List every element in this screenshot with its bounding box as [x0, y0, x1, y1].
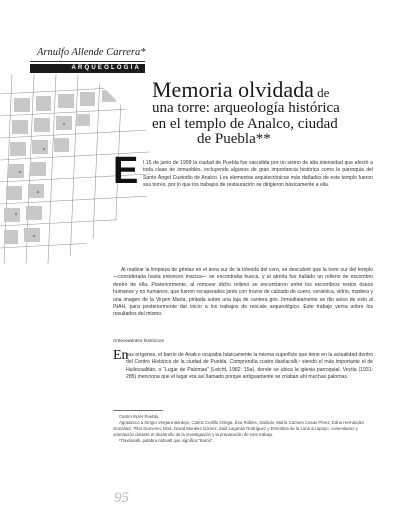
- footnotes: [113, 414, 373, 444]
- title-line-3: en el templo de Analco, ciudad: [152, 115, 338, 132]
- title-line-1: [152, 79, 382, 101]
- title-line-4: de Puebla**: [197, 131, 271, 148]
- author-name: Arnulfo Allende Carrera*: [37, 47, 146, 58]
- drop-cap: E: [113, 150, 139, 192]
- title-line-1-main: Memoria olvidada: [152, 77, 314, 102]
- footnote-rule: [113, 410, 163, 411]
- footnote-3: ¹Tlaxilacalli, palabra náhuatl que significa “barrio”.: [119, 438, 214, 443]
- paragraph-1-lead: [143, 160, 373, 190]
- footnote-2: Agradezco a Sergio Vergara Berdejo, Carlos Cedillo Ortega, Eva Robles, Galindo, María Carmen Casas Pérez, Edna Hernández González, Pilar Domenec Díaz, David Morales Gómez, Zaid Lagunas Rodríguez y Ernestina de la Luna su apoyo, comentarios y orientación durante el desarrollo de la investigación y la preparación de este trabajo.: [113, 420, 365, 437]
- title-line-1-small: de: [313, 85, 330, 100]
- paragraph-1-text: l 15 de junio de 1999 la ciudad de Puebla fue sacudida por un sismo de alta intensidad que afectó a toda clase de inmuebles, incluyendo algunos de gran importancia histórica como la parroquia del Santo Ángel Custodio de Analco. Los elementos arquitectónicos más dañados de este templo fueron sus torres, por lo que los trabajos de restauración se dirigieron básicamente a ella.: [143, 160, 373, 189]
- footnote-1: Centro INAH Puebla.: [119, 414, 160, 419]
- paragraph-2: Al realizar la limpieza de grietas en el área sur de la bóveda del coro, se descubrió que la torre sur del templo —considerada hasta entonces maciza— se encontraba hueca, y al abrirla fue hallado un relleno de escombro dentro de ella. Posteriormente, al remover dicho relleno se encontraron entre los escombros restos óseos humanos y no humanos, que fueron recuperados junto con trozos de calzado de cuero, cerámica, vidrio, madera y una imagen de la Virgen María, pintada sobre una laja de cantera gris. Inmediatamente se dio aviso de esto al INAH, para posteriormente dar inicio a los trabajos de rescate arqueológico. Este trabajo versa sobre los resultados del mismo.: [113, 267, 373, 318]
- title-line-2: una torre: arqueología histórica: [152, 100, 340, 117]
- page-number: 95: [114, 490, 129, 506]
- paragraph-3: sus orígenes, el barrio de Analco ocupaba básicamente la misma superficie que tiene en la actualidad dentro del Centro Histórico de la ciudad de Puebla. Comprendía cuatro tlaxilacalli,¹ siendo el más importante el de Huilocaaltlán, o “Lugar de Palomas” (Leicht, 1982: 15a), donde se ubica la iglesia parroquial. Veytia (1931: 285) menciona que el lugar era así llamado porque antiguamente se criaban ahí muchas palomas.: [126, 352, 373, 381]
- section-subheading: Antecedentes históricos: [113, 339, 164, 344]
- section-label: ARQUEOLOGÍA: [30, 64, 145, 73]
- paragraph-3-lead-word: En: [113, 348, 129, 363]
- header-rule: [30, 61, 145, 62]
- article-title: [152, 79, 382, 147]
